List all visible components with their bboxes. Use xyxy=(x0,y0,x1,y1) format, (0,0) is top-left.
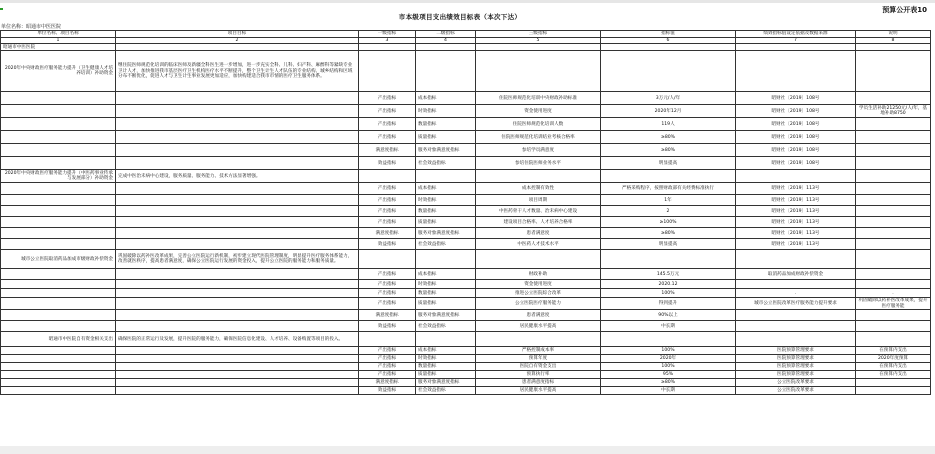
indicator-value: 119人 xyxy=(601,118,736,131)
level3-indicator: 住院医师规范化培训结业考核合格率 xyxy=(476,131,601,144)
level1-indicator: 满意度指标 xyxy=(359,144,416,157)
indicator-basis: . xyxy=(736,289,856,298)
indicator-value: ≥80% xyxy=(601,131,736,144)
level2-indicator: 服务对象满意度指标 xyxy=(416,228,476,239)
project-goal: 确保医院的正常运行及发展，提升医院的服务能力，确保医院信息化建设、人才培养、设备购置等项目的投入。 xyxy=(116,332,359,347)
level1-indicator: 效益指标 xyxy=(359,321,416,332)
level1-indicator: 满意度指标 xyxy=(359,379,416,387)
level1-indicator: 产出指标 xyxy=(359,131,416,144)
indicator-basis: 昭财社〔2019〕108号 xyxy=(736,157,856,170)
level3-indicator: 中医药人才技术水平 xyxy=(476,239,601,250)
level1-indicator: 产出指标 xyxy=(359,371,416,379)
performance-target-table xyxy=(0,30,931,395)
indicator-value: 严格采购程序，按照财政部有关经费标准执行 xyxy=(601,183,736,195)
header-cell: 说明 xyxy=(856,31,931,38)
indicator-note xyxy=(856,157,931,170)
level1-indicator: 产出指标 xyxy=(359,298,416,310)
level1-indicator: 产出指标 xyxy=(359,347,416,355)
project-row xyxy=(1,250,931,269)
level2-indicator: 时效指标 xyxy=(416,195,476,206)
indicator-note xyxy=(856,321,931,332)
indicator-row xyxy=(1,105,931,118)
indicator-row xyxy=(1,371,931,379)
indicator-value: 中长期 xyxy=(601,387,736,395)
level3-indicator: 患者满意度 xyxy=(476,228,601,239)
header-number: 5 xyxy=(476,38,601,44)
level2-indicator: 社会效益指标 xyxy=(416,321,476,332)
indicator-value: 明显提高 xyxy=(601,157,736,170)
level2-indicator: 成本指标 xyxy=(416,347,476,355)
indicator-note xyxy=(856,92,931,105)
indicator-row xyxy=(1,195,931,206)
header-cell: 三级指标 xyxy=(476,31,601,38)
header-number: 7 xyxy=(736,38,856,44)
level2-indicator: 社会效益指标 xyxy=(416,157,476,170)
level2-indicator: 服务对象满意度指标 xyxy=(416,379,476,387)
indicator-row xyxy=(1,144,931,157)
indicator-row xyxy=(1,239,931,250)
indicator-row xyxy=(1,269,931,280)
level2-indicator: 时效指标 xyxy=(416,105,476,118)
project-row xyxy=(1,170,931,183)
indicator-note xyxy=(856,379,931,387)
level3-indicator: 资金使用进度 xyxy=(476,105,601,118)
level2-indicator: 时效指标 xyxy=(416,355,476,363)
indicator-note xyxy=(856,269,931,280)
project-row xyxy=(1,51,931,92)
indicator-note xyxy=(856,310,931,321)
indicator-value: ≥80% xyxy=(601,228,736,239)
indicator-note xyxy=(856,206,931,217)
indicator-row xyxy=(1,298,931,310)
level2-indicator: 数量指标 xyxy=(416,118,476,131)
level2-indicator: 社会效益指标 xyxy=(416,239,476,250)
indicator-note: 在预算内支出 xyxy=(856,371,931,379)
indicator-basis: 昭财社〔2019〕113号 xyxy=(736,195,856,206)
header-cell: 一级指标 xyxy=(359,31,416,38)
header-number: 1 xyxy=(1,38,116,44)
org-name: 昭通市中医医院 xyxy=(1,44,116,51)
indicator-basis xyxy=(736,280,856,289)
level3-indicator: 住院医师规范化培训中央财政补助标准 xyxy=(476,92,601,105)
indicator-row xyxy=(1,183,931,195)
indicator-basis: 医院预算管理要求 xyxy=(736,347,856,355)
indicator-note xyxy=(856,195,931,206)
project-name: 2020年中央财政医疗服务能力提升（中医药事业传承与发展部分）补助资金 xyxy=(1,170,116,183)
indicator-value: 2 xyxy=(601,206,736,217)
indicator-basis: 昭财社〔2019〕108号 xyxy=(736,144,856,157)
indicator-basis: 昭财社〔2019〕113号 xyxy=(736,183,856,195)
cell-marker xyxy=(0,8,3,10)
indicator-basis: 昭财社〔2019〕108号 xyxy=(736,92,856,105)
level2-indicator: 服务对象满意度指标 xyxy=(416,310,476,321)
indicator-basis: 昭财社〔2019〕113号 xyxy=(736,239,856,250)
level3-indicator: 参培学员满意度 xyxy=(476,144,601,157)
indicator-note xyxy=(856,228,931,239)
indicator-basis: 昭财社〔2019〕108号 xyxy=(736,105,856,118)
indicator-value: 3万元/人/年 xyxy=(601,92,736,105)
level2-indicator: 质量指标 xyxy=(416,371,476,379)
indicator-basis: 取消药品加成财政补偿资金 xyxy=(736,269,856,280)
header-number: 2 xyxy=(116,38,359,44)
indicator-note: 在预算内支出 xyxy=(856,347,931,355)
header-row xyxy=(1,31,931,38)
header-cell: 绩效指标值设定依据及数据来源 xyxy=(736,31,856,38)
level1-indicator: 产出指标 xyxy=(359,195,416,206)
level3-indicator: 公立医院医疗服务能力 xyxy=(476,298,601,310)
indicator-basis: 医院预算管理要求 xyxy=(736,371,856,379)
header-number: 6 xyxy=(601,38,736,44)
header-cell: 指标值 xyxy=(601,31,736,38)
level3-indicator: 预算执行率 xyxy=(476,371,601,379)
level2-indicator: 质量指标 xyxy=(416,298,476,310)
level2-indicator: 时效指标 xyxy=(416,280,476,289)
org-row xyxy=(1,44,931,51)
indicator-basis: 昭财社〔2019〕113号 xyxy=(736,217,856,228)
indicator-value: 中长期 xyxy=(601,321,736,332)
indicator-note: 学员生活补助21250元/人/年，基地补助8750 xyxy=(856,105,931,118)
indicator-row xyxy=(1,355,931,363)
indicator-row xyxy=(1,206,931,217)
indicator-value: 2020年12月 xyxy=(601,105,736,118)
indicator-value: 145.5万元 xyxy=(601,269,736,280)
level1-indicator: 效益指标 xyxy=(359,239,416,250)
level2-indicator: 成本指标 xyxy=(416,92,476,105)
indicator-note xyxy=(856,239,931,250)
indicator-note xyxy=(856,183,931,195)
indicator-basis: 公立医院改革要求 xyxy=(736,387,856,395)
indicator-note xyxy=(856,387,931,395)
level3-indicator: 推进公立医院综合改革 xyxy=(476,289,601,298)
level3-indicator: 财政补助 xyxy=(476,269,601,280)
level3-indicator: 患者满意度 xyxy=(476,310,601,321)
level2-indicator: 成本指标 xyxy=(416,183,476,195)
level3-indicator: 中医药骨干人才数量、治未病中心建设 xyxy=(476,206,601,217)
indicator-note xyxy=(856,118,931,131)
level3-indicator: 住院医师规范化培训人数 xyxy=(476,118,601,131)
project-goal: 完成中医治未病中心建设，服务质量、服务能力、技术方法显著增强。 xyxy=(116,170,359,183)
level2-indicator: 社会效益指标 xyxy=(416,387,476,395)
indicator-note xyxy=(856,131,931,144)
project-goal: 巩固破除以药补医改革成果，完善公立医院运行新机制，初步建立现代医院管理制度，明显提升医疗服务体系能力，改善就医秩序，提高患者满意度，确保公立医院运行发展的资金投入，提升公立医院的服务能力和服务质量。 xyxy=(116,250,359,269)
indicator-value: ≥80% xyxy=(601,379,736,387)
indicator-row xyxy=(1,321,931,332)
level1-indicator: 产出指标 xyxy=(359,105,416,118)
report-number: 预算公开表10 xyxy=(882,6,927,14)
header-cell: 二级指标 xyxy=(416,31,476,38)
level1-indicator: 产出指标 xyxy=(359,289,416,298)
indicator-value: 100% xyxy=(601,289,736,298)
level3-indicator: 资金使用进度 xyxy=(476,280,601,289)
project-name: 城市公立医院取消药品加成市级财政补偿资金 xyxy=(1,250,116,269)
indicator-value: 得到提升 xyxy=(601,298,736,310)
indicator-row xyxy=(1,217,931,228)
header-number: 4 xyxy=(416,38,476,44)
indicator-row xyxy=(1,157,931,170)
level2-indicator: 服务对象满意度指标 xyxy=(416,144,476,157)
level1-indicator: 产出指标 xyxy=(359,206,416,217)
indicator-note: 2020年度预算 xyxy=(856,355,931,363)
level1-indicator: 产出指标 xyxy=(359,92,416,105)
indicator-basis: 医院预算管理要求 xyxy=(736,355,856,363)
indicator-row xyxy=(1,280,931,289)
indicator-row xyxy=(1,92,931,105)
header-number: 8 xyxy=(856,38,931,44)
level2-indicator: 数量指标 xyxy=(416,289,476,298)
level2-indicator: 质量指标 xyxy=(416,131,476,144)
level1-indicator: 产出指标 xyxy=(359,355,416,363)
bottom-strip xyxy=(0,446,935,454)
indicator-basis: 昭财社〔2019〕108号 xyxy=(736,131,856,144)
project-name: 昭通市中医院自有资金相关支出 xyxy=(1,332,116,347)
unit-name: 单位名称：昭通市中医医院 xyxy=(1,24,62,30)
indicator-basis: 公立医院改革要求 xyxy=(736,379,856,387)
indicator-value: 1年 xyxy=(601,195,736,206)
level1-indicator: 满意度指标 xyxy=(359,310,416,321)
indicator-value: 90%以上 xyxy=(601,310,736,321)
level3-indicator: 预算年度 xyxy=(476,355,601,363)
indicator-basis: 城市公立医院改革医疗服务能力提升要求 xyxy=(736,298,856,310)
indicator-row xyxy=(1,310,931,321)
indicator-note xyxy=(856,217,931,228)
indicator-basis: 昭财社〔2019〕113号 xyxy=(736,228,856,239)
indicator-note xyxy=(856,144,931,157)
indicator-basis xyxy=(736,321,856,332)
indicator-value: 明显提高 xyxy=(601,239,736,250)
indicator-note xyxy=(856,280,931,289)
indicator-row xyxy=(1,387,931,395)
level3-indicator: 成本控制有效性 xyxy=(476,183,601,195)
level1-indicator: 满意度指标 xyxy=(359,228,416,239)
level1-indicator: 效益指标 xyxy=(359,157,416,170)
indicator-basis: 医院预算管理要求 xyxy=(736,363,856,371)
level1-indicator: 产出指标 xyxy=(359,269,416,280)
indicator-row xyxy=(1,131,931,144)
level1-indicator: 产出指标 xyxy=(359,118,416,131)
level3-indicator: 项目周期 xyxy=(476,195,601,206)
level2-indicator: 数量指标 xyxy=(416,363,476,371)
indicator-row xyxy=(1,363,931,371)
indicator-basis: 昭财社〔2019〕108号 xyxy=(736,118,856,131)
page-title: 市本级项目支出绩效目标表（本次下达） xyxy=(398,13,522,21)
header-cell: 项目目标 xyxy=(116,31,359,38)
indicator-note: 巩固破除以药补医改革成果，提升医疗服务能 xyxy=(856,298,931,310)
level3-indicator: 建设项目合格率、人才培养合格率 xyxy=(476,217,601,228)
indicator-value: ≥80% xyxy=(601,144,736,157)
indicator-row xyxy=(1,228,931,239)
level1-indicator: 产出指标 xyxy=(359,217,416,228)
indicator-value: 2020.12 xyxy=(601,280,736,289)
level3-indicator: 医院自有资金支出 xyxy=(476,363,601,371)
indicator-note: 在预算内支出 xyxy=(856,363,931,371)
indicator-note: . xyxy=(856,289,931,298)
indicator-row xyxy=(1,289,931,298)
level2-indicator: 数量指标 xyxy=(416,206,476,217)
level3-indicator: 患者满意度指标 xyxy=(476,379,601,387)
top-toolbar-strip xyxy=(0,0,935,3)
project-goal: 继住院医师规范化培训的临床医师及新疆全科医生进一步增加，进一步充实全科、儿科、妇产科、麻醉科等紧缺专业卫计人才，加快推进我市基层医疗卫生机构医疗水平不断提升，整个卫生计生人才队伍的专业结构、城乡结构和区域分布不断优化，促进人才与卫生计生事业发展更加适应，加快构建适合我市市情的医疗卫生服务体系。 xyxy=(116,51,359,92)
project-row xyxy=(1,332,931,347)
indicator-value: 100% xyxy=(601,347,736,355)
indicator-row xyxy=(1,347,931,355)
level3-indicator: 居民健康水平提高 xyxy=(476,387,601,395)
indicator-value: 100% xyxy=(601,363,736,371)
indicator-value: 2020年 xyxy=(601,355,736,363)
level1-indicator: 产出指标 xyxy=(359,363,416,371)
level1-indicator: 产出指标 xyxy=(359,280,416,289)
indicator-basis xyxy=(736,310,856,321)
indicator-value: 95% xyxy=(601,371,736,379)
indicator-basis: 昭财社〔2019〕113号 xyxy=(736,206,856,217)
header-number: 3 xyxy=(359,38,416,44)
indicator-row xyxy=(1,379,931,387)
level2-indicator: 成本指标 xyxy=(416,269,476,280)
level1-indicator: 产出指标 xyxy=(359,183,416,195)
level1-indicator: 效益指标 xyxy=(359,387,416,395)
level2-indicator: 质量指标 xyxy=(416,217,476,228)
level3-indicator: 居民健康水平提高 xyxy=(476,321,601,332)
level3-indicator: 参培住院医师业务水平 xyxy=(476,157,601,170)
header-cell: 单位名称、项目名称 xyxy=(1,31,116,38)
indicator-value: ≥100% xyxy=(601,217,736,228)
project-name: 2020年中央财政医疗服务能力提升（卫生健康人才培养培训）补助资金 xyxy=(1,51,116,92)
indicator-row xyxy=(1,118,931,131)
level3-indicator: 严格控制成本率 xyxy=(476,347,601,355)
